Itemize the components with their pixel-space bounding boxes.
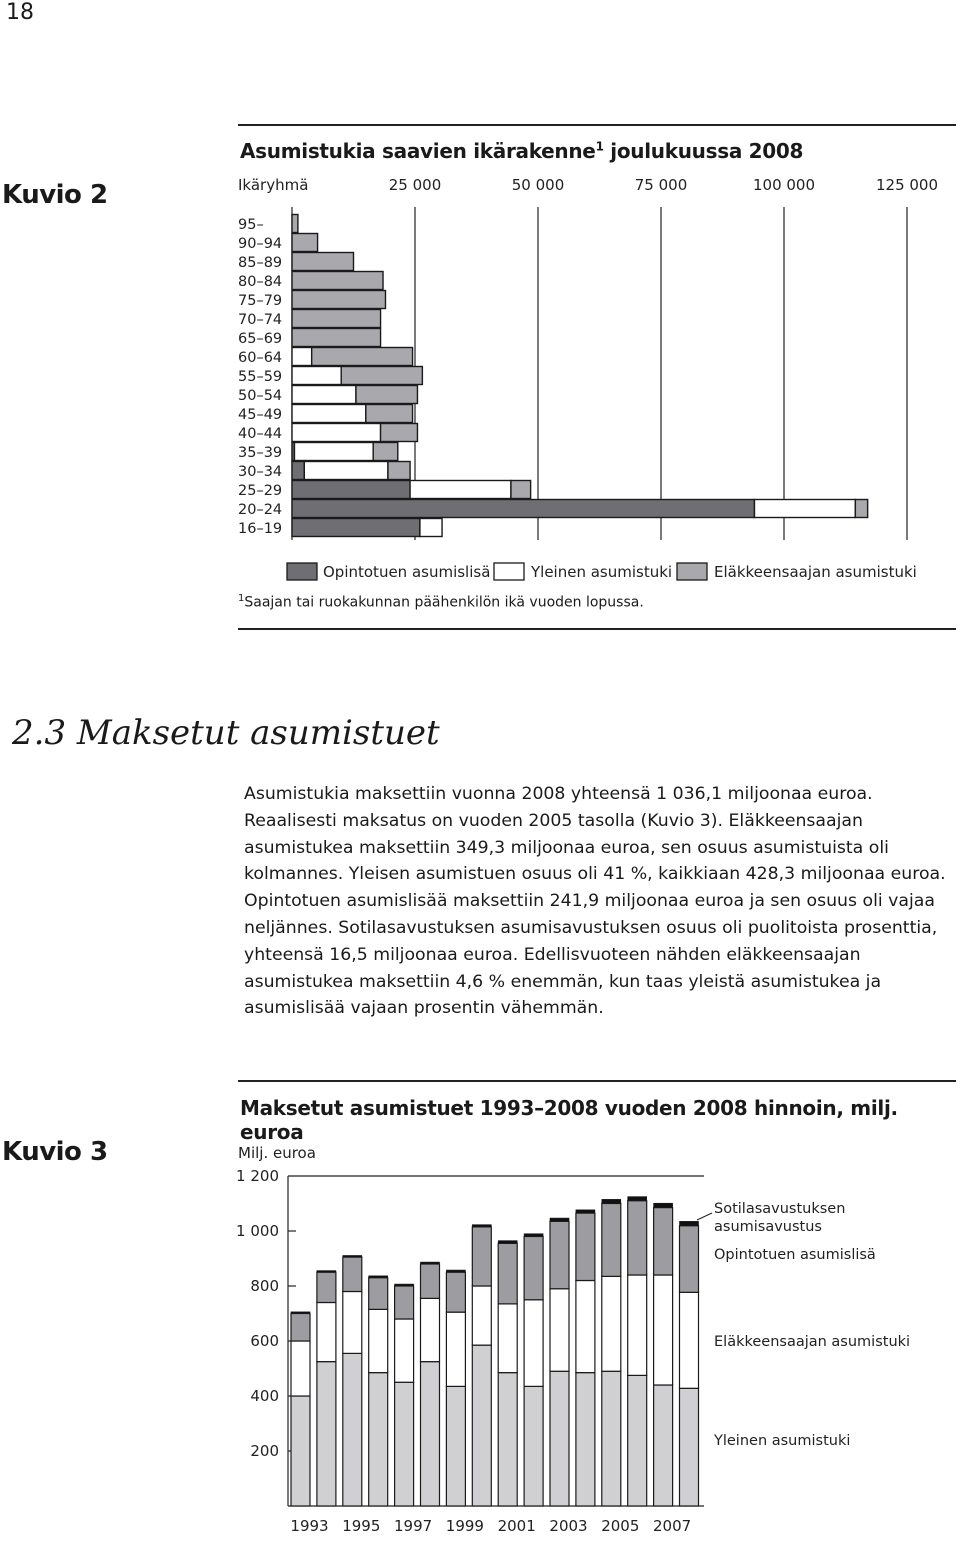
bar-segment [628, 1375, 647, 1506]
bar-segment [472, 1225, 491, 1227]
bar-segment [395, 1319, 414, 1382]
footnote-sup: 1 [238, 593, 245, 604]
bar-segment [602, 1204, 621, 1277]
legend-label: Yleinen asumistuki [531, 563, 673, 581]
bar-segment [446, 1272, 465, 1312]
figure2-title-text: Asumistukia saavien ikärakenne [240, 139, 596, 163]
bar-segment [654, 1203, 673, 1207]
bar-segment [550, 1221, 569, 1288]
bar-segment [395, 1286, 414, 1319]
x-tick-label: 2005 [601, 1517, 640, 1535]
bar-segment [446, 1386, 465, 1506]
x-tick-label: 125 000 [875, 176, 939, 194]
age-group-axis-label: Ikäryhmä [238, 176, 309, 194]
bar-segment [628, 1197, 647, 1201]
legend-label: Eläkkeensaajan asumistuki [714, 563, 917, 581]
figure3-title: Maksetut asumistuet 1993–2008 vuoden 2008 hinnoin, milj. euroa [240, 1096, 898, 1144]
bar-segment [291, 1314, 310, 1342]
bar-segment [421, 1262, 440, 1264]
bar-segment [576, 1281, 595, 1373]
bar-segment [395, 1284, 414, 1286]
age-group-label: 40–44 [238, 426, 283, 442]
bar-segment [291, 1312, 310, 1314]
bar-segment [446, 1312, 465, 1386]
age-group-label: 70–74 [238, 312, 283, 328]
bar-segment [291, 1341, 310, 1396]
bar-segment [680, 1388, 699, 1506]
x-tick-label: 1993 [290, 1517, 329, 1535]
x-tick-label: 1995 [342, 1517, 381, 1535]
y-tick-label: 1 200 [236, 1167, 279, 1185]
bar-segment [680, 1226, 699, 1293]
bar-segment [472, 1227, 491, 1286]
legend-label: Yleinen asumistuki [714, 1433, 851, 1449]
bar-segment [654, 1385, 673, 1506]
x-tick-label: 1997 [394, 1517, 433, 1535]
legend-label: asumisavustus [714, 1219, 822, 1235]
legend-leader [697, 1213, 712, 1220]
bars [291, 1197, 699, 1506]
age-group-label: 55–59 [238, 369, 283, 385]
bar-segment [498, 1241, 517, 1244]
bar-segment [628, 1201, 647, 1275]
bar-segment [343, 1353, 362, 1506]
y-tick-label: 600 [250, 1332, 279, 1350]
x-tick-labels [290, 1517, 691, 1535]
x-tick-label: 1999 [445, 1517, 484, 1535]
bar-segment [680, 1221, 699, 1225]
x-tick-label: 50 000 [511, 176, 565, 194]
x-tick-label: 2003 [549, 1517, 588, 1535]
bar-segment [369, 1278, 388, 1310]
body-paragraph: Asumistukia maksettiin vuonna 2008 yhteensä 1 036,1 miljoonaa euroa. Reaalisesti maksatus on vuoden 2005 tasolla (Kuvio 3). Eläkkeensaajan asumistukea maksettiin 349,3 miljoonaa euroa, sen osuus asumistuista oli kolmannes. Yleisen asumistuen osuus oli 41 %, kaikkiaan 428,3 miljoonaa euroa. Opintotuen asumislisää maksettiin 241,9 miljoonaa euroa ja sen osuus oli vajaa neljännes. Sotilasavustuksen asumisavustuksen osuus oli puolitoista prosenttia, yhteensä 16,5 miljoonaa euroa. Edellisvuoteen nähden eläkkeensaajan asumistukea maksettiin 4,6 % enemmän, kun taas yleistä asumistukea ja asumislisää vajaan prosentin vähemmän. [244, 784, 946, 1019]
bar-segment [343, 1255, 362, 1257]
bar-segment [369, 1276, 388, 1278]
y-tick-label: 800 [250, 1277, 279, 1295]
bar-segment [628, 1275, 647, 1375]
bar-segment [602, 1371, 621, 1506]
legend-label: Sotilasavustuksen [714, 1201, 846, 1217]
bar-segment [550, 1371, 569, 1506]
bar-segment [654, 1208, 673, 1275]
bar-segment [498, 1373, 517, 1506]
age-group-label: 30–34 [238, 464, 283, 480]
age-group-label: 25–29 [238, 483, 283, 499]
bar-segment [472, 1286, 491, 1345]
age-group-label: 16–19 [238, 521, 283, 537]
bar-segment [576, 1373, 595, 1506]
bar-segment [343, 1292, 362, 1354]
age-group-label: 60–64 [238, 350, 283, 366]
bar-segment [550, 1218, 569, 1221]
legend-label: Eläkkeensaajan asumistuki [714, 1334, 911, 1350]
age-group-label: 35–39 [238, 445, 283, 461]
bar-segment [421, 1264, 440, 1298]
age-group-label: 75–79 [238, 293, 283, 309]
bar-segment [317, 1362, 336, 1506]
x-tick-label: 2007 [653, 1517, 692, 1535]
bar-segment [498, 1243, 517, 1304]
legend-label: Opintotuen asumislisä [714, 1247, 876, 1263]
bar-segment [395, 1382, 414, 1506]
bar-segment [472, 1345, 491, 1506]
legend [697, 1201, 910, 1449]
y-tick-label: 400 [250, 1387, 279, 1405]
bar-segment [446, 1270, 465, 1272]
bar-segment [576, 1213, 595, 1280]
bar-segment [602, 1276, 621, 1371]
bar-segment [317, 1303, 336, 1362]
footnote-text: Saajan tai ruokakunnan päähenkilön ikä vuoden lopussa. [244, 594, 644, 611]
bar-segment [524, 1300, 543, 1387]
age-group-label: 45–49 [238, 407, 283, 423]
bar-segment [576, 1210, 595, 1213]
figure2-title-sup: 1 [595, 139, 604, 154]
figure2-title-suffix: joulukuussa 2008 [603, 139, 804, 163]
bar-segment [317, 1272, 336, 1302]
bar-segment [369, 1373, 388, 1506]
bar-segment [524, 1237, 543, 1300]
bar-segment [369, 1309, 388, 1372]
age-group-label: 95– [238, 217, 264, 233]
bar-segment [680, 1292, 699, 1388]
bar-segment [524, 1386, 543, 1506]
figure2-label: Kuvio 2 [2, 180, 108, 210]
unit-label: Milj. euroa [238, 1144, 316, 1162]
x-tick-label: 25 000 [388, 176, 442, 194]
figure3-label: Kuvio 3 [2, 1137, 108, 1167]
y-tick-label: 1 000 [236, 1222, 279, 1240]
age-group-label: 20–24 [238, 502, 283, 518]
page-number: 18 [6, 0, 34, 25]
age-group-label: 85–89 [238, 255, 283, 271]
x-tick-label: 100 000 [752, 176, 816, 194]
section-heading: 2.3 Maksetut asumistuet [12, 713, 440, 753]
bar-segment [291, 1396, 310, 1506]
bar-segment [498, 1304, 517, 1373]
bar-segment [317, 1271, 336, 1273]
bar-segment [602, 1199, 621, 1203]
bar-segment [550, 1289, 569, 1372]
age-group-label: 65–69 [238, 331, 283, 347]
age-group-label: 50–54 [238, 388, 283, 404]
bar-segment [524, 1234, 543, 1237]
age-group-label: 90–94 [238, 236, 283, 252]
bar-segment [421, 1362, 440, 1506]
age-group-label: 80–84 [238, 274, 283, 290]
y-tick-label: 200 [250, 1442, 279, 1460]
legend-label: Opintotuen asumislisä [323, 563, 491, 581]
bar-segment [654, 1275, 673, 1385]
x-tick-label: 75 000 [634, 176, 688, 194]
bar-segment [421, 1298, 440, 1361]
bar-segment [343, 1257, 362, 1291]
x-tick-label: 2001 [497, 1517, 536, 1535]
